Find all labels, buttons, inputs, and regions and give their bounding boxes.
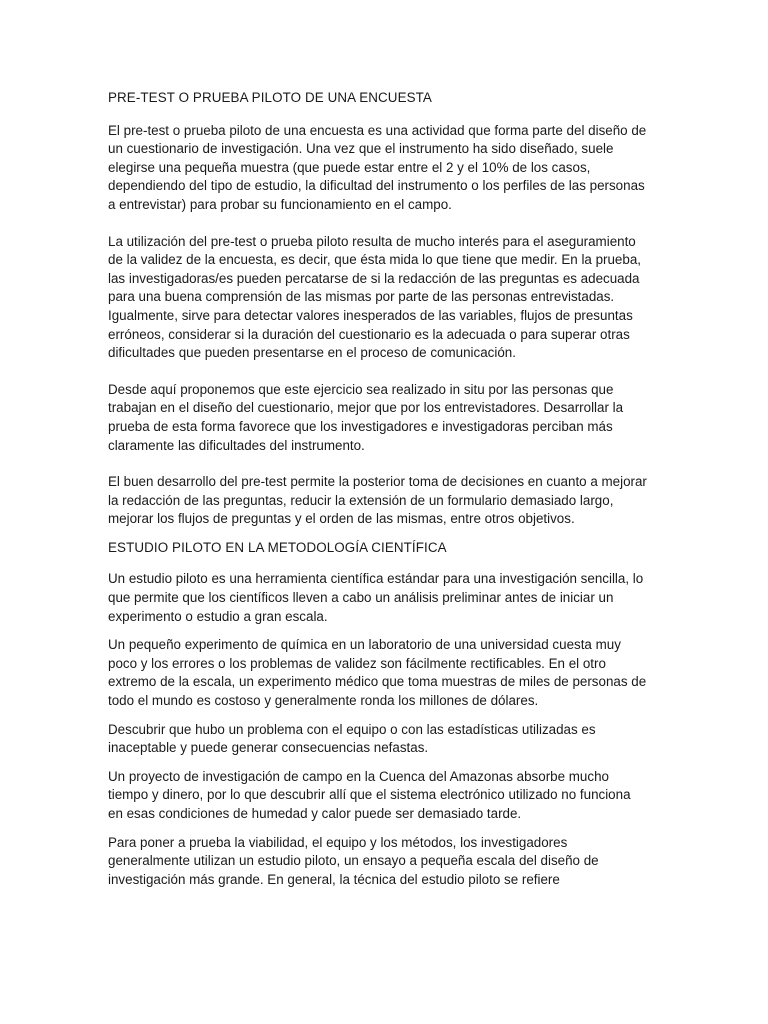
paragraph: Un estudio piloto es una herramienta científica estándar para una investigación sencilla, lo que permite que los científicos lleven a cabo un análisis preliminar antes de iniciar un experimento o estudio a gran escala. (108, 571, 644, 624)
paragraph: Descubrir que hubo un problema con el equipo o con las estadísticas utilizadas es inaceptable y puede generar consecuencias nefastas. (108, 721, 596, 756)
section-heading-pretest: PRE-TEST O PRUEBA PILOTO DE UNA ENCUESTA (108, 90, 432, 105)
paragraph: Un pequeño experimento de química en un laboratorio de una universidad cuesta muy poco y los errores o los problemas de validez son fácilmente rectificables. En el otro extremo de la escala, un experimento médico que toma muestras de miles de personas de todo el mundo es costoso y generalmente ronda los millones de dólares. (108, 637, 647, 709)
paragraph: Para poner a prueba la viabilidad, el equipo y los métodos, los investigadores generalmente utilizan un estudio piloto, un ensayo a pequeña escala del diseño de investigación más grande. En general, la técnica del estudio piloto se refiere (108, 834, 599, 887)
paragraph: Desde aquí proponemos que este ejercicio sea realizado in situ por las personas que trabajan en el diseño del cuestionario, mejor que por los entrevistadores. Desarrollar la prueba de esta forma favorece que los investigadores e investigadoras perciban más claramente las dificultades del instrumento. (108, 381, 624, 453)
section-heading-estudio-piloto: ESTUDIO PILOTO EN LA METODOLOGÍA CIENTÍFICA (108, 539, 447, 555)
paragraph: Un proyecto de investigación de campo en la Cuenca del Amazonas absorbe mucho tiempo y dinero, por lo que descubrir allí que el sistema electrónico utilizado no funciona en esas condiciones de humedad y calor puede ser demasiado tarde. (108, 768, 631, 821)
paragraph: La utilización del pre-test o prueba piloto resulta de mucho interés para el aseguramiento de la validez de la encuesta, es decir, que ésta mida lo que tiene que medir. En la prueba, las investigadoras/es pueden percatarse de si la redacción de las preguntas es adecuada para una buena comprensión de las mismas por parte de las personas entrevistadas. Igualmente, sirve para detectar valores inesperados de las variables, flujos de presuntas erróneos, considerar si la duración del cuestionario es la adecuada o para superar otras dificultades que pueden presentarse en el proceso de comunicación. (108, 233, 641, 361)
paragraph: El buen desarrollo del pre-test permite la posterior toma de decisiones en cuanto a mejorar la redacción de las preguntas, reducir la extensión de un formulario demasiado largo, mejorar los flujos de preguntas y el orden de las mismas, entre otros objetivos. (108, 474, 647, 527)
document-body (108, 89, 648, 899)
paragraph: El pre-test o prueba piloto de una encuesta es una actividad que forma parte del diseño de un cuestionario de investigación. Una vez que el instrumento ha sido diseñado, suele elegirse una pequeña muestra (que puede estar entre el 2 y el 10% de los casos, dependiendo del tipo de estudio, la dificultad del instrumento o los perfiles de las personas a entrevistar) para probar su funcionamiento en el campo. (108, 122, 647, 212)
